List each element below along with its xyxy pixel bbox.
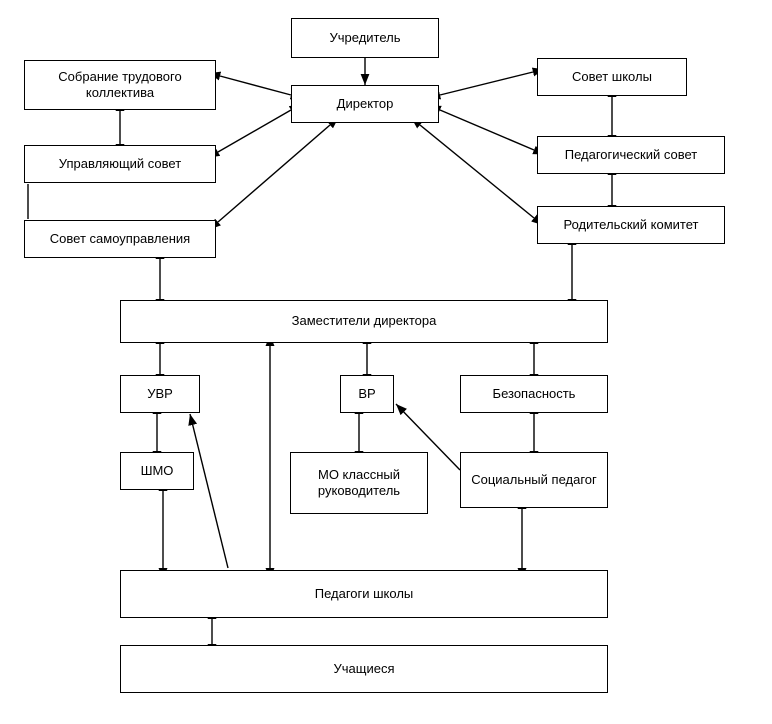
node-labor-meeting-label: Собрание трудового коллектива: [58, 68, 182, 100]
node-uvr-label: УВР: [147, 385, 173, 401]
node-pedagogical-council[interactable]: [537, 136, 725, 174]
node-social-teacher[interactable]: [460, 452, 608, 508]
edge-director-governing-council: [218, 110, 291, 152]
node-founder-label: Учредитель: [329, 29, 401, 45]
node-school-council[interactable]: [537, 58, 687, 96]
node-founder[interactable]: [291, 18, 439, 58]
node-pedagogical-council-label: Педагогический совет: [564, 146, 698, 162]
node-students-label: Учащиеся: [333, 660, 395, 676]
node-shmo-label: ШМО: [140, 462, 174, 478]
edge-director-labor-meeting: [220, 76, 291, 95]
node-shmo[interactable]: [120, 452, 194, 490]
edge-director-self-government: [218, 125, 330, 222]
node-governing-council-label: Управляющий совет: [58, 155, 182, 171]
node-parent-committee-label: Родительский комитет: [563, 216, 699, 232]
node-teachers[interactable]: [120, 570, 608, 618]
edge-teachers-uvr: [190, 414, 228, 568]
node-uvr[interactable]: [120, 375, 200, 413]
node-director[interactable]: [291, 85, 439, 123]
node-director-label: Директор: [336, 95, 394, 111]
edge-director-pedagogical-council: [440, 110, 534, 150]
node-mo-class-label: МО классный руководитель: [317, 466, 401, 498]
node-vr-label: ВР: [358, 385, 376, 401]
node-teachers-label: Педагоги школы: [314, 585, 414, 601]
node-self-government-label: Совет самоуправления: [49, 230, 191, 246]
edge-director-school-council: [440, 72, 533, 95]
node-deputies-label: Заместители директора: [291, 313, 437, 329]
node-deputies[interactable]: [120, 300, 608, 343]
node-security[interactable]: [460, 375, 608, 413]
node-self-government[interactable]: [24, 220, 216, 258]
node-students[interactable]: [120, 645, 608, 693]
node-governing-council[interactable]: [24, 145, 216, 183]
node-labor-meeting[interactable]: [24, 60, 216, 110]
node-mo-class[interactable]: [290, 452, 428, 514]
node-school-council-label: Совет школы: [572, 68, 652, 84]
node-parent-committee[interactable]: [537, 206, 725, 244]
edge-director-parent-committee: [420, 125, 534, 218]
node-security-label: Безопасность: [492, 385, 576, 401]
node-vr[interactable]: [340, 375, 394, 413]
node-social-teacher-label: Социальный педагог: [471, 471, 597, 487]
